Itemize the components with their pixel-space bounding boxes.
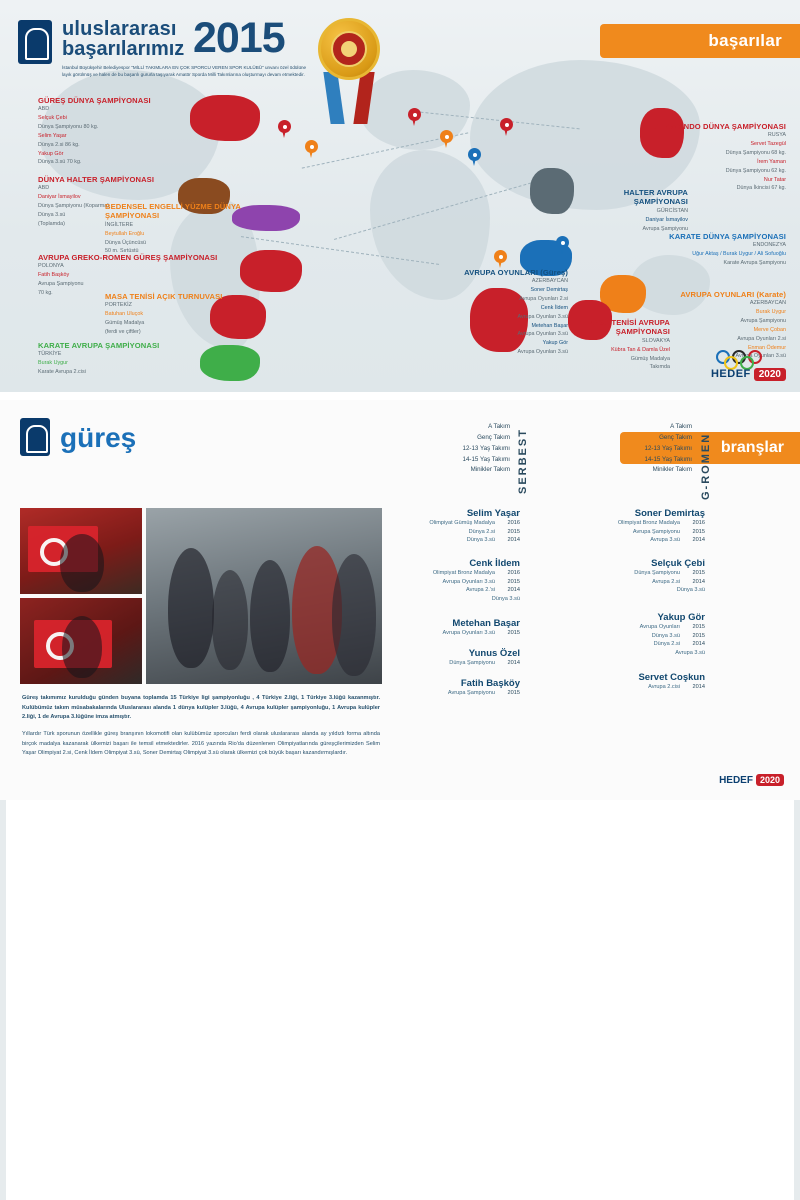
category-item: Minikler Takım <box>470 466 510 474</box>
entry: Servet Tazegül <box>750 141 786 148</box>
entry: Yakup Gör <box>542 340 568 347</box>
header-line2: başarılarımız <box>62 38 185 60</box>
entry: Nur Tatar <box>763 176 786 183</box>
achievement-block-taekwondo <box>611 122 786 193</box>
entry: Dünya Şampiyonu 80 kg. <box>38 124 99 131</box>
athlete-selim-yasar <box>360 508 520 545</box>
achievement-text: Avrupa 2.'si <box>466 587 495 594</box>
entry: 50 m. Sırtüstü <box>105 248 139 255</box>
achievement-block-yuzme <box>105 202 270 256</box>
person-silhouette <box>168 548 214 668</box>
medal-seal-icon <box>318 18 380 80</box>
entry: Gümüş Madalya <box>105 320 145 327</box>
style-label-serbest: SERBEST <box>517 428 529 494</box>
achievement-year: 2014 <box>692 684 705 690</box>
hedef-2020-logo <box>702 364 786 382</box>
achievement-year: 2016 <box>692 520 705 526</box>
athlete-soner-demirtas <box>545 508 705 545</box>
style-label-gromen: G-ROMEN <box>700 432 712 500</box>
map-pin <box>494 250 507 268</box>
achievement-text: Avrupa Şampiyonu <box>632 528 680 535</box>
athlete-silhouette <box>60 534 104 592</box>
entry: Burak Uygur <box>756 309 786 316</box>
category-item: Genç Takım <box>477 433 510 441</box>
category-item: A Takım <box>488 423 510 430</box>
achievement-text: Dünya 3.sü <box>651 632 680 639</box>
bottom-panel <box>0 400 800 800</box>
category-item: Genç Takım <box>659 433 692 441</box>
entry: Dünya 3.sü <box>38 211 66 218</box>
entry: Dünya 3.sü 70 kg. <box>38 159 82 166</box>
achievement-year: 2015 <box>507 578 520 585</box>
achievement-text: Avrupa Oyunları 3.sü <box>442 578 495 585</box>
entry: Avrupa Oyunları 3.sü <box>517 331 568 338</box>
block-country: SLOVAKYA <box>642 337 670 344</box>
category-item: 12-13 Yaş Takımı <box>462 444 510 452</box>
paragraph-1: Güreş takımımız kurulduğu günden buyana toplamda 15 Türkiye ligi şampiyonluğu , 4 Türkiye 2.liği, 1 Türkiye 3.lüğü kazanmıştır. Kulübümüz takım müsabakalarında Uluslararası alanda 1 dünya kulüpler 3.lüğü, 4 Avrupa kulüpler şampiyonluğu, 1 Avrupa kulüpler 2.liği, 1 de Avrupa 3.lüğüne imza atmıştır. <box>22 695 380 720</box>
ibb-logo-icon <box>18 20 52 64</box>
section-title: güreş <box>60 422 137 453</box>
achievement-year: 2015 <box>507 528 520 535</box>
athlete-name: Metehan Başar <box>452 618 520 629</box>
block-title: HALTER AVRUPA ŞAMPİYONASI <box>623 188 688 207</box>
block-title: DÜNYA HALTER ŞAMPİYONASI <box>38 175 155 184</box>
hedef-year: 2020 <box>756 774 784 786</box>
achievement-block-masa-tenisi <box>105 292 235 337</box>
achievement-text: Dünya 3.sü <box>491 595 520 602</box>
entry: Yakup Gör <box>38 150 64 157</box>
category-item: 14-15 Yaş Takımı <box>644 455 692 463</box>
entry: Batuhan Uluçok <box>105 311 144 318</box>
photo-wrestler-flag-2 <box>20 598 142 684</box>
achievement-text: Avrupa 3.sü <box>650 537 680 544</box>
entry: Soner Demirtaş <box>530 287 568 294</box>
block-title: MASA TENİSİ AÇIK TURNUVASI <box>105 292 223 301</box>
hedef-word: HEDEF <box>710 368 751 380</box>
athlete-servet-coskun <box>545 672 705 692</box>
category-item: 14-15 Yaş Takımı <box>462 455 510 463</box>
block-country: PORTEKİZ <box>105 302 132 309</box>
entry: (ferdi ve çiftler) <box>105 328 141 335</box>
entry: Avrupa Oyunları 3.sü <box>517 313 568 320</box>
achievement-block-masa-tenisi-avrupa <box>550 318 670 372</box>
achievement-year: 2015 <box>507 690 520 696</box>
achievement-year: 2016 <box>507 570 520 576</box>
athlete-yakup-gor <box>545 612 705 658</box>
achievement-text: Avrupa 2.cisi <box>648 684 680 690</box>
achievement-year: 2014 <box>507 587 520 594</box>
map-pin <box>305 140 318 158</box>
athlete-name: Fatih Başköy <box>460 678 520 689</box>
person-silhouette <box>212 570 248 670</box>
block-title: KARATE DÜNYA ŞAMPİYONASI <box>669 232 786 241</box>
entry: Avrupa Oyunları 3.sü <box>517 349 568 356</box>
achievement-year: 2015 <box>507 630 520 636</box>
achievement-text: Olimpiyat Bronz Madalya <box>432 570 495 576</box>
block-title: AVRUPA OYUNLARI (Karate) <box>680 290 786 299</box>
entry: Avrupa Şampiyonu <box>642 225 688 232</box>
entry: Dünya Şampiyonu 68 kg. <box>725 150 786 157</box>
achievement-year: 2015 <box>692 528 705 535</box>
entry: Dünya İkincisi 67 kg. <box>736 185 786 192</box>
hedef-word: HEDEF <box>719 775 753 786</box>
achievement-text: Dünya Şampiyonu <box>634 570 680 576</box>
athlete-name: Selçuk Çebi <box>651 558 705 569</box>
achievement-year: 2015 <box>692 632 705 639</box>
entry: Selçuk Çebi <box>38 115 67 122</box>
entry: İrem Yaman <box>757 158 786 165</box>
achievement-text: Dünya 3.sü <box>676 587 705 594</box>
block-country: ABD <box>38 185 50 192</box>
person-silhouette <box>250 560 290 672</box>
category-item: Minikler Takım <box>652 466 692 474</box>
achievement-year: 2015 <box>692 570 705 576</box>
block-country: İNGİLTERE <box>105 221 134 228</box>
block-title: MASA TENİSİ AVRUPA ŞAMPİYONASI <box>586 318 670 337</box>
map-pin <box>468 148 481 166</box>
entry: Avrupa Oyunları 2.si <box>737 335 786 342</box>
paragraph-2: Yıllardır Türk sporunun özellikle güreş branşının lokomotifi olan kulübümüz sporcuları ferdi olarak uluslararası alanda ay yıldızlı forma altında birçok madalya kazanarak ülkemizi başarı ile temsil etmektedirler. 2016 yazında Rio'da düzenlenen Olimpiyatlarında güreşçilerimizden Selim Yaşar Olimpiyat 2.si, Cenk İldem Olimpiyat 3.sü, Soner Demirtaş Olimpiyat 3.sü olarak ülkemizi çok büyük başarı kazandırmışlardır. <box>22 731 380 756</box>
entry: Dünya Şampiyonu 62 kg. <box>725 167 786 174</box>
bottom-badge-label: branşlar <box>720 439 784 456</box>
entry: Daniyar İsmayilov <box>645 216 688 223</box>
block-country: AZERBAYCAN <box>531 278 568 285</box>
athlete-name: Yakup Gör <box>657 612 705 623</box>
athlete-name: Soner Demirtaş <box>634 508 705 519</box>
entry: Avrupa Şampiyonu <box>38 281 84 288</box>
karate-figure-icon <box>200 345 260 381</box>
athlete-yunus-ozel <box>360 648 520 668</box>
achievement-text: Dünya 2.si <box>468 528 495 535</box>
achievement-text: Avrupa Oyunları <box>639 624 680 630</box>
achievement-text: Avrupa Şampiyonu <box>447 690 495 696</box>
achievement-year: 2014 <box>692 641 705 648</box>
block-country: ENDONEZYA <box>752 242 786 249</box>
entry: Merve Çoban <box>753 326 786 333</box>
block-title: GÜREŞ DÜNYA ŞAMPİYONASI <box>38 96 151 105</box>
map-pin <box>278 120 291 138</box>
hedef-year: 2020 <box>754 368 786 381</box>
achievement-block-halter-avrupa <box>568 188 688 233</box>
athlete-name: Cenk İldem <box>469 558 520 569</box>
block-title: AVRUPA GREKO-ROMEN GÜREŞ ŞAMPİYONASI <box>38 253 218 262</box>
header-description: İstanbul Büyükşehir Belediyespor "MİLLİ TAKIMLARA EN ÇOK SPORCU VEREN SPOR KULÜBÜ" unvanı özel ödülüne layık görülmüş ve halen de bu başarılı gururla taşıyarak Amatör Sporda Milli Takımlarına oluşturmayı devam etmektedir. <box>62 65 307 78</box>
achievement-text: Avrupa Oyunları 3.sü <box>442 630 495 636</box>
category-list-serbest <box>355 422 510 476</box>
entry: Metehan Başar <box>531 322 568 329</box>
athlete-silhouette <box>62 616 102 678</box>
entry: Fatih Başköy <box>38 272 70 279</box>
achievement-text: Olimpiyat Bronz Madalya <box>617 520 680 526</box>
achievement-year: 2014 <box>692 578 705 585</box>
entry: Dünya Üçüncüsü <box>105 239 147 246</box>
header-year: 2015 <box>193 14 285 62</box>
block-country: RUSYA <box>767 132 786 139</box>
block-country: GÜRCİSTAN <box>656 207 688 214</box>
entry: Gümüş Madalya <box>630 355 670 362</box>
block-title: KARATE AVRUPA ŞAMPİYONASI <box>38 341 160 350</box>
top-badge-label: başarılar <box>708 31 782 50</box>
achievement-block-gures-dunya <box>38 96 208 167</box>
achievement-text: Dünya 3.sü <box>466 537 495 544</box>
achievement-text: Avrupa 3.sü <box>675 649 705 656</box>
entry: Kübra Tan & Damla Üzel <box>611 346 670 353</box>
block-title: AVRUPA OYUNLARI (Güreş) <box>464 268 568 277</box>
entry: Daniyar İsmayilov <box>38 194 81 201</box>
entry: Avrupa Oyunları 2.si <box>519 296 568 303</box>
greco-wrestler-figure-icon <box>240 250 302 292</box>
map-pin <box>556 236 569 254</box>
entry: Dünya 2.si 86 kg. <box>38 141 80 148</box>
map-pin <box>500 118 513 136</box>
top-panel <box>0 0 800 392</box>
panel-divider <box>0 392 800 400</box>
entry: Beytullah Eroğlu <box>105 230 145 237</box>
achievement-year: 2015 <box>692 624 705 630</box>
page-edge-right <box>794 800 800 1200</box>
entry: Dünya Şampiyonu (Koparma) <box>38 203 110 210</box>
top-badge <box>600 24 800 58</box>
athlete-cenk-ildem <box>360 558 520 604</box>
block-title: BEDENSEL ENGELLİ YÜZME DÜNYA ŞAMPİYONASI <box>105 202 241 221</box>
athlete-name: Yunus Özel <box>468 648 520 659</box>
athlete-name: Servet Coşkun <box>638 672 705 683</box>
athlete-name: Selim Yaşar <box>466 508 520 519</box>
entry: Cenk İldem <box>540 304 568 311</box>
achievement-year: 2014 <box>692 537 705 544</box>
athlete-fatih-baskoy <box>360 678 520 698</box>
page-edge-left <box>0 800 6 1200</box>
achievement-block-karate-avrupa <box>38 341 193 377</box>
achievement-year: 2014 <box>507 660 520 666</box>
entry: Enman Ödemur <box>747 344 786 351</box>
achievement-text: Avrupa 2.si <box>652 578 680 585</box>
entry: Takımda <box>649 364 670 371</box>
map-pin <box>440 130 453 148</box>
block-country: AZERBAYCAN <box>749 300 786 307</box>
photo-wrestler-flag-1 <box>20 508 142 594</box>
achievement-block-avrupa-oyunlari-gures <box>460 268 568 357</box>
achievement-text: Dünya Şampiyonu <box>449 660 495 666</box>
entry: Karate Avrupa Şampiyonu <box>723 260 786 267</box>
photo-ceremony <box>146 508 382 684</box>
athlete-metehan-basar <box>360 618 520 638</box>
category-item: 12-13 Yaş Takımı <box>644 444 692 452</box>
entry: Uğur Aktaş / Burak Uygur / Ali Sofuoğlu <box>692 251 786 258</box>
category-list-gromen <box>540 422 692 476</box>
entry: Avrupa Şampiyonu <box>740 318 786 325</box>
ibb-logo-icon <box>20 418 50 456</box>
athlete-selcuk-cebi <box>545 558 705 595</box>
block-country: TÜRKİYE <box>38 351 62 358</box>
achievement-text: Dünya 2.si <box>653 641 680 648</box>
person-silhouette <box>332 554 376 676</box>
hedef-2020-logo <box>719 770 784 788</box>
achievement-year: 2014 <box>507 537 520 544</box>
achievement-block-karate-dunya <box>611 232 786 268</box>
entry: Burak Uygur <box>38 360 68 367</box>
entry: Avrupa Oyunları 3.sü <box>735 353 786 360</box>
entry: Selim Yaşar <box>38 132 67 139</box>
achievement-year: 2016 <box>507 520 520 526</box>
map-pin <box>408 108 421 126</box>
entry: 70 kg. <box>38 289 53 296</box>
category-item: A Takım <box>670 423 692 430</box>
block-country: ABD <box>38 106 50 113</box>
entry: (Toplamda) <box>38 220 65 227</box>
achievement-text: Olimpiyat Gümüş Madalya <box>429 520 495 526</box>
block-country: POLONYA <box>38 263 64 270</box>
entry: Karate Avrupa 2.cisi <box>38 369 86 376</box>
block-title: TAEKWONDO DÜNYA ŞAMPİYONASI <box>649 122 786 131</box>
header-line1: uluslararası <box>62 18 177 40</box>
